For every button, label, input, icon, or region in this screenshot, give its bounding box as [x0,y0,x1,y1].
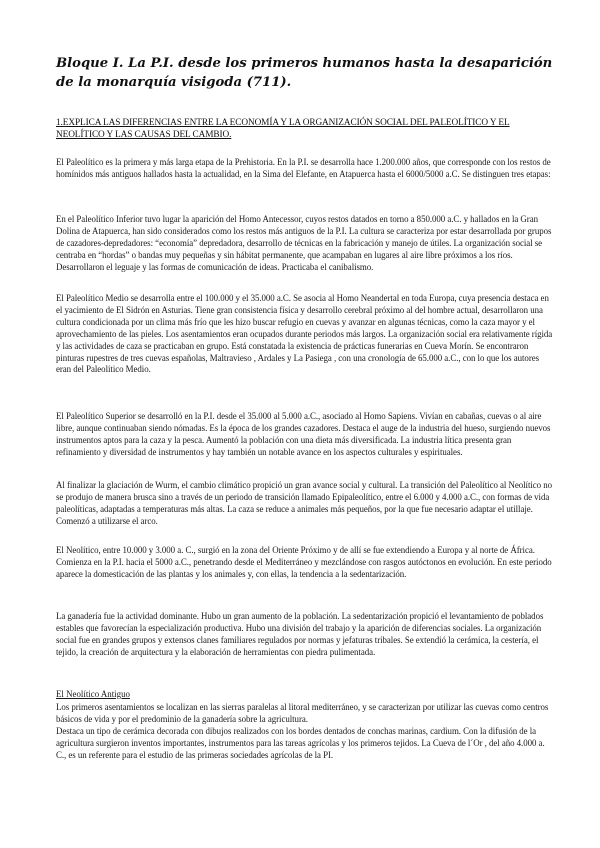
title-bloque: Bloque I. [56,56,124,71]
paragraph-paleolitico-medio: El Paleolítico Medio se desarrolla entre el 100.000 y el 35.000 a.C. Se asocia al Homo Neandertal en toda Europa, cuya presencia destaca en el yacimiento de El Sidrón en Asturias. Tiene gran consistencia física y desarrollo cerebral próximo al del hombre actual, desarrollaron una cultura condicionada por un clima más frío que les hizo buscar refugio en cuevas y avanzar en algunas técnicas, como la caza mayor y el aprovechamiento de las pieles. Los asentamientos eran ocupados durante periodos más largos. La organización social era relativamente rígida y las actividades de caza se practicaban en grupo. Está constatada la existencia de prácticas funerarias en Cueva Morín. Se encontraron pinturas rupestres de tres cuevas españolas, Maltravieso , Ardales y La Pasiega , con una cronología de 65.000 a.C., con lo que los autores eran del Paleolítico Medio. [56,293,553,375]
paragraph-ganaderia: La ganadería fue la actividad dominante. Hubo un gran aumento de la población. La sedentarización propició el levantamiento de poblados estables que favorecían la especialización productiva. Hubo una división del trabajo y la aparición de diferencias sociales. La organización social fue en grandes grupos y extensos clanes familiares regulados por normas y jefaturas tribales. Se extendió la cerámica, la cestería, el tejido, la creación de arquitectura y la elaboración de herramientas con piedra pulimentada. [56,611,544,657]
question-heading: 1.EXPLICA LAS DIFERENCIAS ENTRE LA ECONOMÍA Y LA ORGANIZACIÓN SOCIAL DEL PALEOLÍTICO Y EL NEOLÍTICO Y LAS CAUSAS DEL CAMBIO. [56,118,510,140]
paragraph-paleolitico-intro: El Paleolítico es la primera y más larga etapa de la Prehistoria. En la P.I. se desarrolla hace 1.200.000 años, que corresponde con los restos de homínidos más antiguos hallados hasta la actualidad, en la Sima del Elefante, en Atapuerca hasta el 6000/5000 a.C. Se distinguen tres etapas: [56,157,551,179]
paragraph-neolitico: El Neolítico, entre 10.000 y 3.000 a. C., surgió en la zona del Oriente Próximo y de allí se fue extendiendo a Europa y al norte de África. Comienza en la P.I. hacia el 5000 a.C., penetrando desde el Mediterráneo y mezclándose con rasgos autóctonos en evolución. En este periodo aparece la domesticación de las plantas y los animales y, con ellas, la tendencia a la sedentarización. [56,545,552,579]
paragraph-paleolitico-superior: El Paleolítico Superior se desarrolló en la P.I. desde el 35.000 al 5.000 a.C., asociado al Homo Sapiens. Vivían en cabañas, cuevas o al aire libre, aunque continuaban siendo nómadas. Es la época de los grandes cazadores. Destaca el auge de la industria del hueso, surgiendo nuevos instrumentos aptos para la caza y la pesca. Aumentó la población con una dieta más diversificada. La industria lítica presenta gran refinamiento y diversidad de instrumentos y hay también un notable avance en los aspectos culturales y espirituales. [56,411,551,457]
title-text: La P.I. desde los primeros humanos hasta la desaparición de la monarquía visigoda (711). [56,56,553,90]
paragraph-paleolitico-inferior: En el Paleolítico Inferior tuvo lugar la aparición del Homo Antecessor, cuyos restos datados en torno a 850.000 a.C. y hallados en la Gran Dolina de Atapuerca, han sido considerados como los restos más antiguos de la P.I. La cultura se caracteriza por estar desarrollada por grupos de cazadores-depredadores: “economía” depredadora, desarrollo de técnicas en la fabricación y manejo de útiles. La organización social se centraba en “hordas” o bandas muy pequeñas y sin hábitat permanente, que acampaban en lugares al aire libre próximos a los ríos. Desarrollaron el leguaje y las formas de comunicación de ideas. Practicaba el canibalismo. [56,214,552,272]
subheading-neolitico-antiguo: El Neolítico Antiguo [56,689,130,699]
paragraph-neolitico-antiguo: Los primeros asentamientos se localizan en las sierras paralelas al litoral mediterráneo, y se caracterizan por utilizar las cuevas como centros básicos de vida y por el predominio de la ganadería sobre la agricultura. Destaca un tipo de cerámica decorada con dibujos realizados con los bordes dentados de conchas marinas, cardium. Con la difusión de la agricultura surgieron inventos importantes, instrumentos para las tareas agrícolas y los primeros tejidos. La Cueva de l´Or , del año 4.000 a. C., es un referente para el estudio de las primeras sociedades agrícolas de la PI. [56,702,549,760]
paragraph-epipaleolitico: Al finalizar la glaciación de Wurm, el cambio climático propició un gran avance social y cultural. La transición del Paleolítico al Neolítico no se produjo de manera brusca sino a través de un periodo de transición llamado Epipaleolítico, entre el 6.000 y 4.000 a.C., con formas de vida paleolíticas, adaptadas a temperaturas más altas. La caza se reduce a animales más pequeños, por la que fue necesario adaptar el utillaje. Comenzó a utilizarse el arco. [56,480,553,526]
document-title [56,54,556,92]
